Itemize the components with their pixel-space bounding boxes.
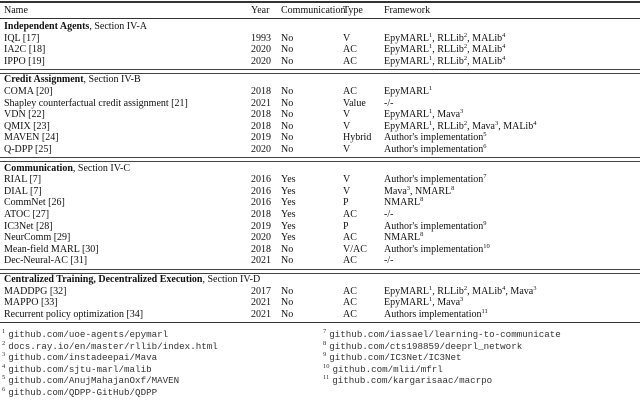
framework-name: NMARL — [384, 232, 421, 244]
communication-cell: Yes — [281, 232, 296, 244]
year-cell: 2018 — [251, 209, 271, 220]
footnote-number: 7 — [323, 328, 327, 336]
framework-name: Author's implementation — [384, 144, 484, 155]
footnote-url[interactable]: github.com/IC3Net/IC3Net — [329, 352, 462, 364]
footnote-marker: 2 — [463, 43, 468, 51]
section-title: Independent Agents — [4, 21, 90, 32]
section-ref: , Section IV-D — [202, 274, 261, 285]
footnote-marker: 1 — [429, 54, 433, 62]
footnote-marker: 11 — [481, 307, 488, 315]
framework-name: Mava — [510, 285, 534, 297]
type-cell: V/AC — [343, 243, 367, 255]
section-rule — [0, 157, 640, 162]
framework-name: Mava — [472, 120, 495, 132]
algorithm-name: Shapley counterfactual credit assignment [21] — [4, 97, 188, 109]
framework-name: EpyMARL — [384, 297, 429, 309]
communication-cell: Yes — [281, 185, 296, 197]
framework-cell: EpyMARL$^1$, RLLib$^2$, MALib$^4$ — [384, 31, 506, 44]
type-cell: AC — [343, 55, 357, 67]
footnote-url[interactable]: github.com/uoe-agents/epymarl — [8, 329, 169, 341]
framework-name: MALib — [472, 32, 503, 44]
framework-name: EpyMARL — [384, 120, 429, 132]
communication-cell: No — [281, 308, 294, 320]
footnote-marker: 4 — [502, 284, 506, 292]
footnote — [2, 352, 157, 364]
section-title-wrap — [4, 74, 141, 86]
algorithm-name: Mean-field MARL [30] — [4, 243, 99, 255]
communication-cell: No — [281, 255, 294, 267]
framework-name: EpyMARL — [384, 285, 429, 297]
footnote-marker: 4 — [502, 54, 506, 62]
footnote-marker: 3 — [533, 284, 537, 292]
footnote — [2, 329, 168, 341]
table-row — [0, 186, 640, 198]
framework-name: MALib — [472, 55, 503, 67]
footnote-url[interactable]: github.com/AnujMahajanOxf/MAVEN — [8, 375, 180, 387]
framework-name: Author's implementation — [384, 174, 484, 186]
algorithm-name: IQL [17] — [4, 32, 40, 44]
footnote-url[interactable]: github.com/instadeepai/Mava — [8, 352, 158, 364]
framework-cell — [384, 86, 432, 98]
framework-cell — [384, 232, 423, 244]
footnote-marker: 10 — [483, 242, 490, 250]
type-cell: V — [343, 185, 351, 197]
algorithm-name: RIAL [7] — [4, 174, 42, 186]
communication-cell: Yes — [281, 174, 296, 186]
framework-name: EpyMARL — [384, 32, 429, 44]
framework-cell — [384, 255, 393, 267]
type-cell: AC — [343, 297, 357, 309]
type-cell: V — [343, 109, 351, 121]
section-ref: , Section IV-C — [72, 162, 131, 174]
footnote-url[interactable]: github.com/sjtu-marl/malib — [8, 363, 152, 375]
year-cell: 2020 — [251, 232, 271, 244]
framework-cell — [384, 309, 488, 321]
framework-name: RLLib — [437, 120, 464, 132]
header-type: Type — [343, 5, 363, 16]
framework-name: Mava — [384, 185, 407, 197]
year-cell: 2018 — [251, 243, 271, 255]
footnote-number: 2 — [2, 339, 6, 347]
framework-name: Author's implementation — [384, 243, 484, 255]
table-row — [0, 232, 640, 244]
communication-cell: No — [281, 97, 294, 109]
type-cell: AC — [343, 308, 357, 320]
communication-cell: No — [281, 109, 294, 121]
framework-name: -/- — [384, 209, 394, 220]
header-name: Name — [4, 5, 28, 16]
framework-cell — [384, 221, 487, 233]
framework-cell — [384, 98, 393, 110]
footnote — [323, 341, 522, 353]
footnote — [323, 375, 492, 387]
year-cell: 2018 — [251, 120, 271, 132]
framework-name: Author's implementation — [384, 220, 484, 232]
footnote — [2, 375, 179, 387]
footnote — [2, 341, 218, 353]
type-cell: AC — [343, 209, 357, 220]
footnote-marker: 7 — [483, 173, 487, 181]
table-row — [0, 221, 640, 233]
framework-name: RLLib — [437, 44, 464, 56]
footnote-marker: 8 — [451, 184, 455, 192]
section-title-wrap — [4, 21, 147, 33]
footnote — [323, 352, 462, 364]
footnote-marker: 1 — [429, 31, 433, 39]
section-ref: , Section IV-B — [83, 74, 141, 86]
footnote-marker: 4 — [502, 43, 506, 51]
framework-name: RLLib — [437, 285, 464, 297]
framework-cell — [384, 174, 487, 186]
footnote-url[interactable]: github.com/QDPP-GitHub/QDPP — [8, 386, 158, 398]
section-rule — [0, 269, 640, 274]
table-row — [0, 209, 640, 221]
framework-name: MALib — [472, 44, 503, 56]
framework-cell — [384, 197, 423, 209]
communication-cell: No — [281, 285, 294, 297]
table-row — [0, 98, 640, 110]
footnote-url[interactable]: github.com/iassael/learning-to-communicate — [329, 329, 561, 341]
year-cell: 2016 — [251, 197, 271, 209]
framework-name: EpyMARL — [384, 55, 429, 67]
year-cell: 2020 — [251, 44, 271, 56]
communication-cell: No — [281, 86, 294, 97]
table-header — [0, 5, 640, 17]
framework-name: RLLib — [437, 32, 464, 44]
header-rule — [0, 18, 640, 19]
section-rule — [0, 322, 640, 324]
communication-cell: Yes — [281, 197, 296, 209]
footnote-marker: 2 — [463, 54, 468, 62]
framework-name: RLLib — [437, 55, 464, 67]
algorithm-name: MAPPO [33] — [4, 297, 58, 309]
section-heading — [0, 163, 640, 175]
type-cell: P — [343, 220, 349, 232]
footnote-marker: 3 — [494, 119, 499, 127]
table-row — [0, 297, 640, 309]
framework-cell — [384, 144, 487, 156]
section-title: Centralized Training, Decentralized Execution — [4, 274, 203, 285]
algorithm-name: Dec-Neural-AC [31] — [4, 255, 88, 267]
framework-name: Mava — [437, 297, 461, 309]
algorithm-name: NeurComm [29] — [4, 232, 71, 244]
framework-name: MALib — [503, 120, 534, 132]
communication-cell: No — [281, 243, 294, 255]
communication-cell: No — [281, 44, 294, 56]
year-cell: 2021 — [251, 97, 271, 109]
footnote-number: 6 — [2, 385, 6, 393]
header-year: Year — [251, 5, 270, 16]
header-framework: Framework — [384, 5, 431, 16]
framework-name: Author's implementation — [384, 132, 484, 144]
footnote-marker: 1 — [429, 284, 433, 292]
year-cell: 2016 — [251, 174, 271, 186]
algorithm-name: IA2C [18] — [4, 44, 46, 56]
footnote-marker: 2 — [463, 119, 468, 127]
footnote-url[interactable]: github.com/cts198859/deeprl_network — [329, 340, 523, 352]
section-rule — [0, 69, 640, 74]
algorithm-name: DIAL [7] — [4, 185, 42, 197]
section-title-wrap — [4, 163, 130, 175]
framework-cell: Mava$^3$, NMARL$^8$ — [384, 184, 455, 197]
framework-cell: EpyMARL$^1$, RLLib$^2$, MALib$^4$, Mava$^3$ — [384, 284, 537, 297]
algorithm-name: VDN [22] — [4, 109, 45, 121]
type-cell: AC — [343, 255, 357, 267]
framework-cell — [384, 244, 490, 256]
type-cell: V — [343, 32, 351, 44]
section-heading — [0, 21, 640, 33]
section-heading — [0, 274, 640, 286]
framework-name: NMARL — [384, 197, 421, 209]
year-cell: 2021 — [251, 297, 271, 309]
footnote-marker: 5 — [483, 131, 487, 139]
footnote-number: 8 — [323, 339, 327, 347]
footnote-number: 3 — [2, 351, 6, 359]
table-row — [0, 286, 640, 298]
algorithm-name: ATOC [27] — [4, 209, 50, 220]
table-row — [0, 109, 640, 121]
table-row — [0, 174, 640, 186]
table-row — [0, 121, 640, 133]
framework-name: MALib — [472, 285, 503, 297]
footnote-url[interactable]: github.com/mlii/mfrl — [332, 363, 443, 375]
type-cell: V — [343, 144, 351, 155]
year-cell: 2019 — [251, 220, 271, 232]
year-cell: 2017 — [251, 285, 271, 297]
footnote-number: 10 — [323, 362, 330, 370]
footnote-marker: 1 — [429, 296, 433, 304]
year-cell: 2018 — [251, 86, 271, 97]
communication-cell: Yes — [281, 220, 296, 232]
footnote-marker: 3 — [406, 184, 411, 192]
footnote-number: 4 — [2, 362, 6, 370]
framework-cell — [384, 132, 487, 144]
framework-cell: EpyMARL$^1$, RLLib$^2$, Mava$^3$, MALib$^4$ — [384, 119, 537, 132]
communication-cell: Yes — [281, 209, 296, 220]
year-cell: 2016 — [251, 185, 271, 197]
framework-cell: EpyMARL$^1$, Mava$^3$ — [384, 296, 464, 309]
footnote-marker: 2 — [463, 31, 468, 39]
footnote-marker: 8 — [420, 196, 424, 204]
communication-cell: No — [281, 32, 294, 44]
framework-cell: EpyMARL$^1$, Mava$^3$ — [384, 108, 464, 121]
section-title-wrap — [4, 274, 260, 286]
footnote-marker: 1 — [429, 119, 433, 127]
type-cell: AC — [343, 44, 357, 56]
header-communication: Communication — [281, 5, 346, 16]
footnote — [323, 329, 561, 341]
framework-name: EpyMARL — [384, 109, 429, 121]
footnote-marker: 9 — [483, 219, 487, 227]
type-cell: AC — [343, 232, 357, 244]
type-cell: AC — [343, 86, 357, 97]
section-ref: , Section IV-A — [89, 21, 147, 32]
framework-name: -/- — [384, 255, 394, 267]
framework-cell — [384, 209, 393, 221]
type-cell: V — [343, 120, 351, 132]
footnote-url[interactable]: docs.ray.io/en/master/rllib/index.html — [8, 340, 218, 352]
algorithm-name: COMA [20] — [4, 86, 53, 97]
year-cell: 2018 — [251, 109, 271, 121]
footnote-number: 5 — [2, 374, 6, 382]
footnote-marker: 3 — [460, 296, 464, 304]
algorithm-name: Recurrent policy optimization [34] — [4, 308, 144, 320]
algorithm-name: MADDPG [32] — [4, 285, 67, 297]
type-cell: Value — [343, 97, 366, 109]
footnote-number: 11 — [323, 374, 330, 382]
footnote-marker: 8 — [420, 231, 424, 239]
table-row — [0, 197, 640, 209]
algorithm-name: CommNet [26] — [4, 197, 65, 209]
framework-name: EpyMARL — [384, 86, 429, 97]
year-cell: 2019 — [251, 132, 271, 144]
footnote-marker: 4 — [533, 119, 537, 127]
communication-cell: No — [281, 297, 294, 309]
year-cell: 2021 — [251, 308, 271, 320]
footnote-number: 1 — [2, 328, 6, 336]
table-row — [0, 56, 640, 68]
footnote-marker: 1 — [429, 43, 433, 51]
framework-name: -/- — [384, 97, 394, 109]
year-cell: 2020 — [251, 144, 271, 155]
year-cell: 1993 — [251, 32, 271, 44]
table-row — [0, 33, 640, 45]
section-heading — [0, 74, 640, 86]
framework-name: Authors implementation — [384, 308, 482, 320]
table-row — [0, 309, 640, 321]
table-row — [0, 244, 640, 256]
table-row — [0, 86, 640, 98]
algorithm-name: MAVEN [24] — [4, 132, 59, 144]
algorithm-name: IC3Net [28] — [4, 220, 53, 232]
top-rule — [0, 1, 640, 3]
type-cell: AC — [343, 285, 357, 297]
year-cell: 2020 — [251, 55, 271, 67]
type-cell: Hybrid — [343, 132, 372, 144]
algorithm-name: QMIX [23] — [4, 120, 50, 132]
framework-cell: EpyMARL$^1$, RLLib$^2$, MALib$^4$ — [384, 43, 506, 56]
communication-cell: No — [281, 144, 294, 155]
section-title: Credit Assignment — [4, 74, 84, 86]
framework-name: NMARL — [415, 185, 452, 197]
table-row — [0, 44, 640, 56]
table-row — [0, 144, 640, 156]
communication-cell: No — [281, 55, 294, 67]
framework-name: Mava — [437, 109, 461, 121]
algorithm-name: Q-DPP [25] — [4, 144, 52, 155]
footnote-marker: 2 — [463, 284, 468, 292]
footnote — [2, 387, 157, 399]
algorithm-name: IPPO [19] — [4, 55, 45, 67]
framework-cell: EpyMARL$^1$, RLLib$^2$, MALib$^4$ — [384, 54, 506, 67]
footnote-url[interactable]: github.com/kargarisaac/macrpo — [332, 375, 493, 387]
footnote-marker: 3 — [460, 108, 464, 116]
table-row — [0, 255, 640, 267]
type-cell: V — [343, 174, 351, 186]
year-cell: 2021 — [251, 255, 271, 267]
communication-cell: No — [281, 120, 294, 132]
table-row — [0, 132, 640, 144]
footnote-marker: 1 — [429, 85, 433, 92]
type-cell: P — [343, 197, 349, 209]
footnote — [323, 364, 443, 376]
footnote-number: 9 — [323, 351, 327, 359]
communication-cell: No — [281, 132, 294, 144]
framework-name: EpyMARL — [384, 44, 429, 56]
footnote-marker: 6 — [483, 143, 487, 150]
footnote-marker: 1 — [429, 108, 433, 116]
footnote-marker: 4 — [502, 31, 506, 39]
footnote — [2, 364, 152, 376]
section-title: Communication — [4, 162, 73, 174]
